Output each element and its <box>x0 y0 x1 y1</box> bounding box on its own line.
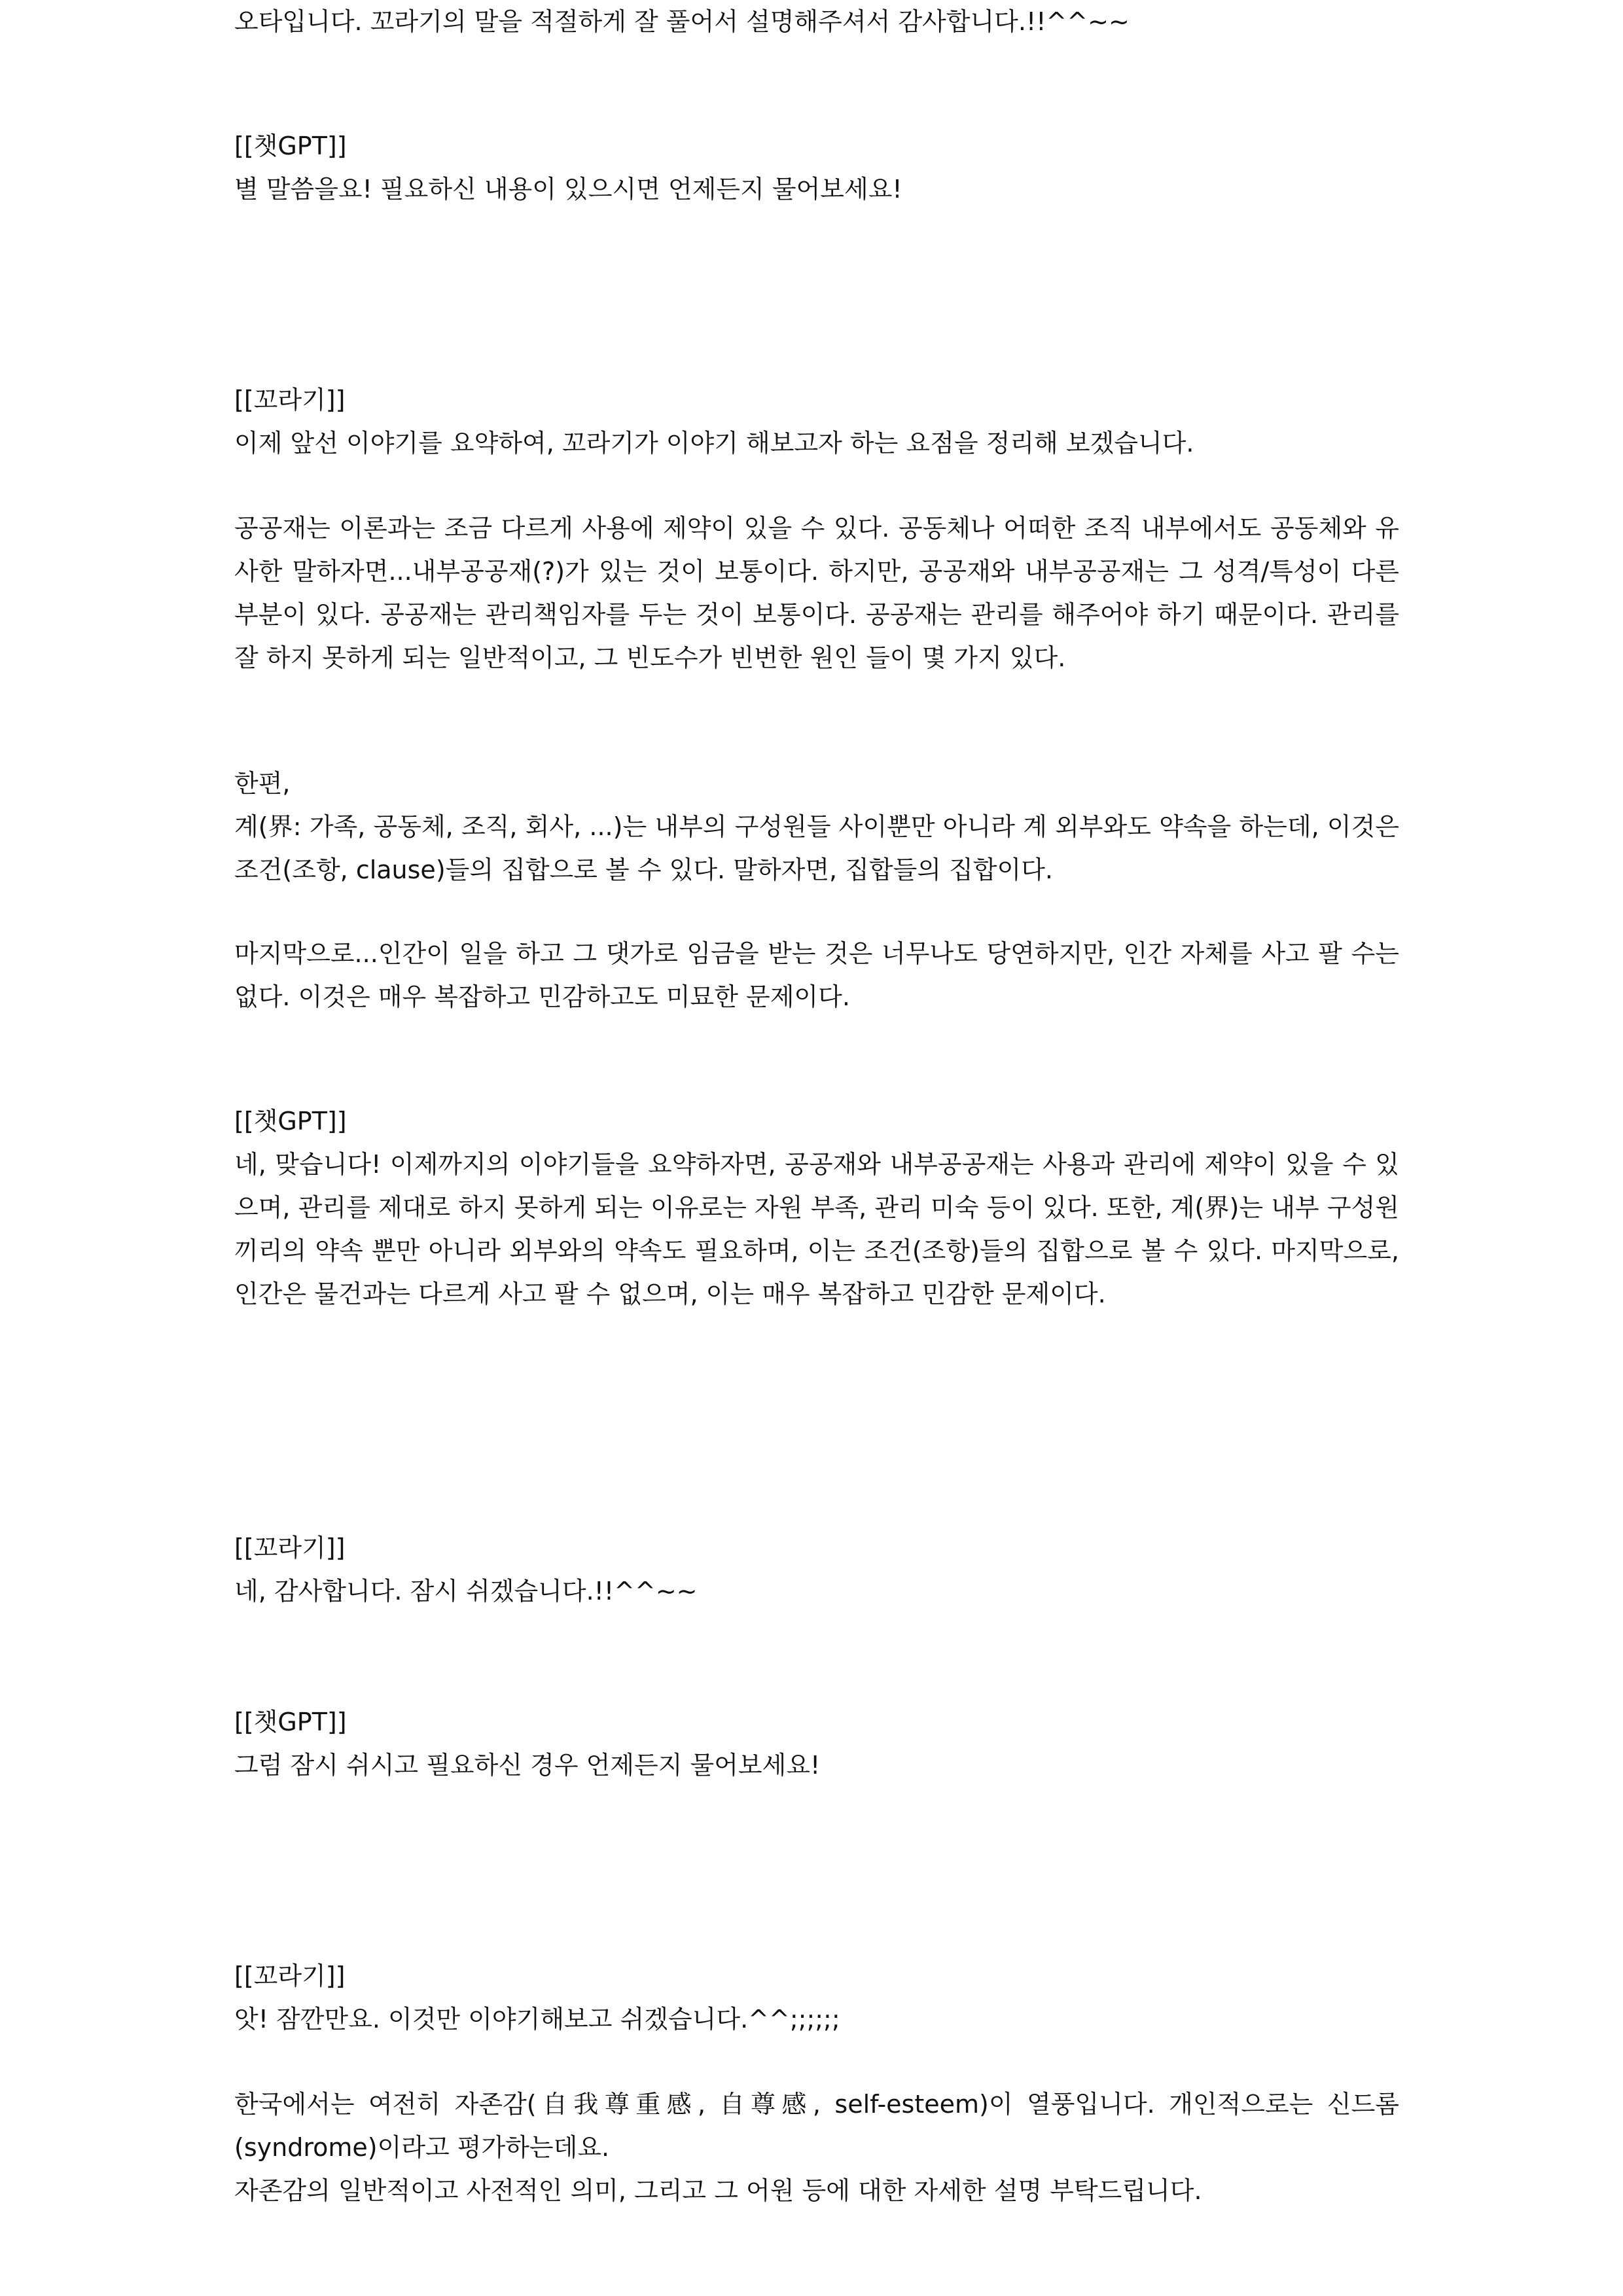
message-line: 한편, <box>234 769 291 798</box>
paragraph-human-labor: 마지막으로...인간이 일을 하고 그 댓가로 임금을 받는 것은 너무나도 당연하지만, 인간 자체를 사고 팔 수는 없다. 이것은 매우 복잡하고 민감하고도 미묘한 문제이다. <box>234 939 1399 1011</box>
message-line: 앗! 잠깐만요. 이것만 이야기해보고 쉬겠습니다.^^;;;;;; <box>234 2005 840 2034</box>
message-line: 별 말씀을요! 필요하신 내용이 있으시면 언제든지 물어보세요! <box>234 175 902 204</box>
paragraph-self-esteem: 한국에서는 여전히 자존감(自我尊重感, 自尊感, self-esteem)이 열풍입니다. 개인적으로는 신드롬(syndrome)이라고 평가하는데요. <box>234 2090 1399 2162</box>
paragraph-gye-sets: 계(界: 가족, 공동체, 조직, 회사, ...)는 내부의 구성원들 사이뿐만 아니라 계 외부와도 약속을 하는데, 이것은 조건(조항, clause)들의 집합으로 볼 수 있다. 말하자면, 집합들의 집합이다. <box>234 812 1399 884</box>
message-meanwhile <box>234 762 1399 805</box>
message-line: 네, 감사합니다. 잠시 쉬겠습니다.!!^^~~ <box>234 1577 698 1605</box>
speaker-label-chatgpt: [[챗GPT]] <box>234 1107 347 1136</box>
message-line: 이제 앞선 이야기를 요약하여, 꼬라기가 이야기 해보고자 하는 요점을 정리해 보겠습니다. <box>234 429 1194 457</box>
message-line: 그럼 잠시 쉬시고 필요하신 경우 언제든지 물어보세요! <box>234 1751 821 1780</box>
speaker-label-ggoragi: [[꼬라기]] <box>234 386 346 414</box>
message-request-explanation <box>234 2169 1399 2212</box>
message-chatgpt-reply <box>234 168 1399 211</box>
message-thank-you-typo <box>234 0 1399 43</box>
message-chatgpt-rest <box>234 1744 1399 1787</box>
message-summary-intro <box>234 422 1399 465</box>
speaker-label-ggoragi: [[꼬라기]] <box>234 1962 346 1990</box>
message-line: 자존감의 일반적이고 사전적인 의미, 그리고 그 어원 등에 대한 자세한 설명 부탁드립니다. <box>234 2176 1202 2205</box>
paragraph-chatgpt-summary: 네, 맞습니다! 이제까지의 이야기들을 요약하자면, 공공재와 내부공공재는 사용과 관리에 제약이 있을 수 있으며, 관리를 제대로 하지 못하게 되는 이유로는 자원 부족, 관리 미숙 등이 있다. 또한, 계(界)는 내부 구성원끼리의 약속 뿐만 아니라 외부와의 약속도 필요하며, 이는 조건(조항)들의 집합으로 볼 수 있다. 마지막으로, 인간은 물건과는 다르게 사고 팔 수 없으며, 이는 매우 복잡하고 민감한 문제이다. <box>234 1150 1400 1308</box>
message-line: 오타입니다. 꼬라기의 말을 적절하게 잘 풀어서 설명해주셔서 감사합니다.!!^^~~ <box>234 7 1130 36</box>
speaker-label-chatgpt: [[챗GPT]] <box>234 132 347 160</box>
paragraph-public-goods: 공공재는 이론과는 조금 다르게 사용에 제약이 있을 수 있다. 공동체나 어떠한 조직 내부에서도 공동체와 유사한 말하자면...내부공공재(?)가 있는 것이 보통이다. 하지만, 공공재와 내부공공재는 그 성격/특성이 다른 부분이 있다. 공공재는 관리책임자를 두는 것이 보통이다. 공공재는 관리를 해주어야 하기 때문이다. 관리를 잘 하지 못하게 되는 일반적이고, 그 빈도수가 빈번한 원인 들이 몇 가지 있다. <box>234 514 1399 672</box>
speaker-label-ggoragi: [[꼬라기]] <box>234 1534 346 1562</box>
message-break <box>234 1570 1399 1613</box>
message-wait <box>234 1998 1399 2041</box>
speaker-label-chatgpt: [[챗GPT]] <box>234 1708 347 1736</box>
